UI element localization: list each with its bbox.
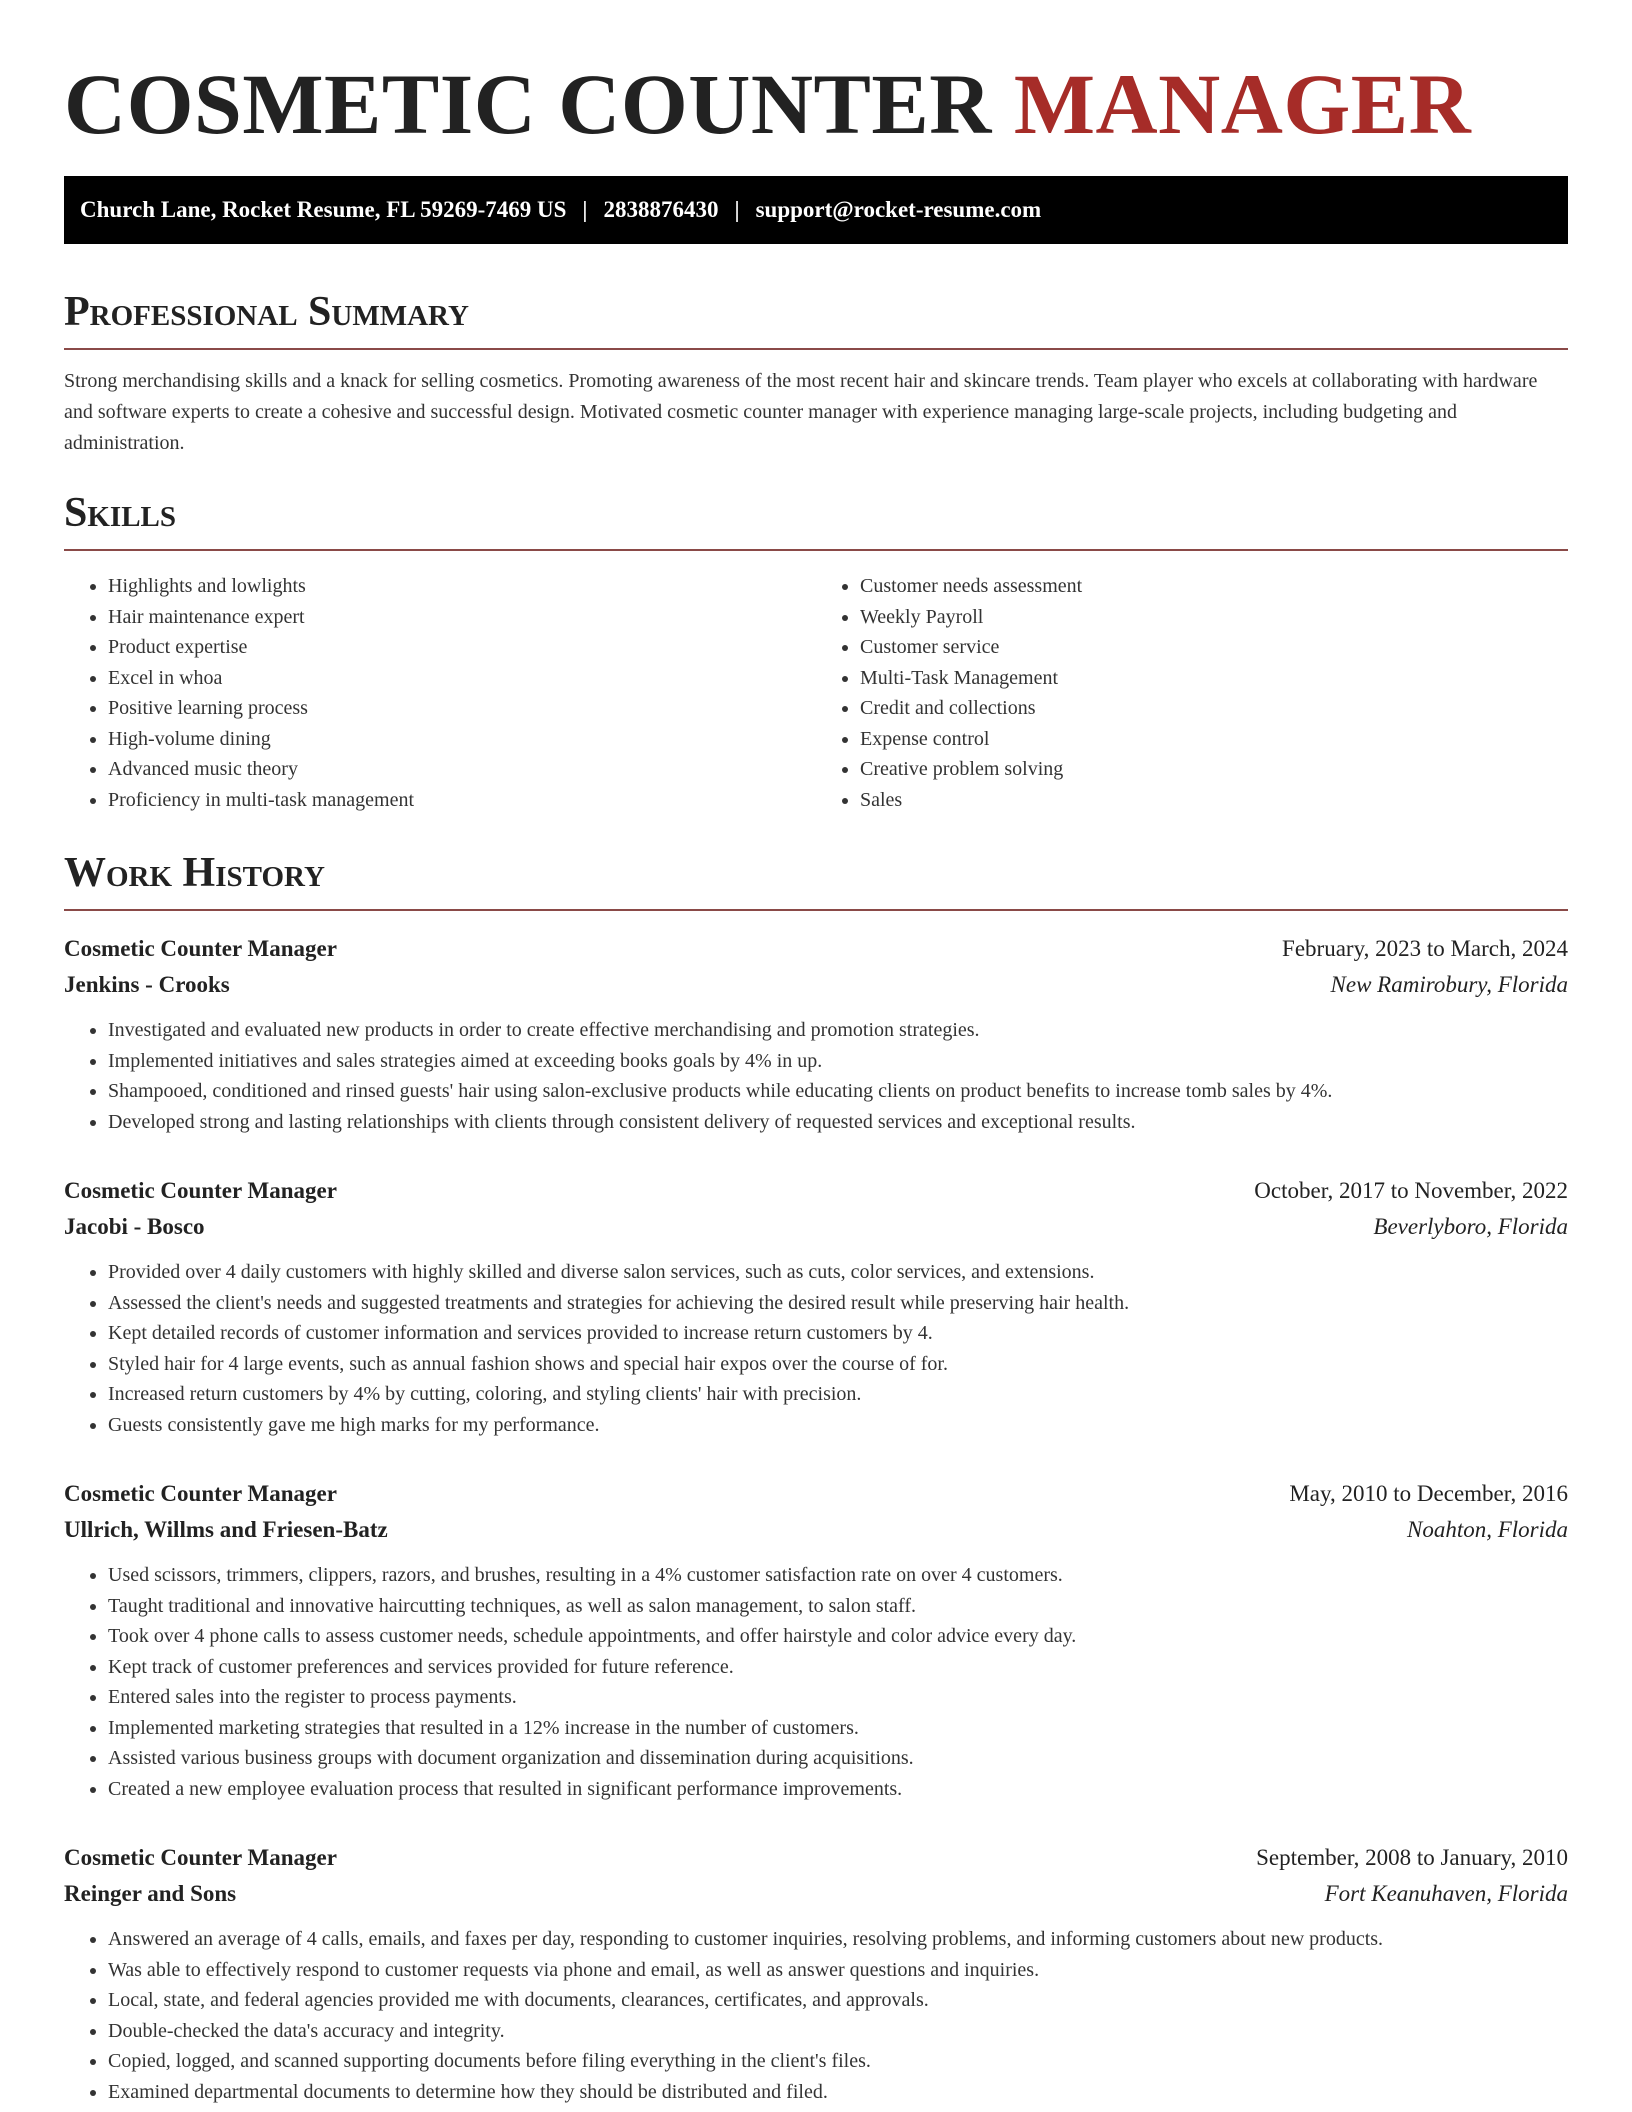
skills-list-left xyxy=(64,571,816,815)
job-dates: May, 2010 to December, 2016 xyxy=(1289,1481,1568,1506)
job-bullets xyxy=(64,1924,1568,2107)
list-item: • Taught traditional and innovative haircutting techniques, as well as salon management, to salon staff. xyxy=(108,1591,1568,1622)
title-main: COSMETIC COUNTER xyxy=(64,56,992,152)
job-list xyxy=(64,931,1568,2107)
list-item: • Implemented initiatives and sales strategies aimed at exceeding books goals by 4% in up. xyxy=(108,1046,1568,1077)
list-item: • Proficiency in multi-task management xyxy=(108,785,816,816)
list-item: • Credit and collections xyxy=(860,693,1568,724)
skills-section xyxy=(64,489,1568,815)
list-item: • Answered an average of 4 calls, emails, and faxes per day, responding to customer inquiries, resolving problems, and informing customers about new products. xyxy=(108,1924,1568,1955)
list-item: • Investigated and evaluated new products in order to create effective merchandising and promotion strategies. xyxy=(108,1015,1568,1046)
list-item: • Kept track of customer preferences and services provided for future reference. xyxy=(108,1652,1568,1683)
contact-bar xyxy=(64,176,1568,244)
summary-section xyxy=(64,288,1568,459)
title-accent: MANAGER xyxy=(1013,56,1472,152)
job-header-row xyxy=(64,1476,1568,1512)
list-item: • Highlights and lowlights xyxy=(108,571,816,602)
list-item: • Styled hair for 4 large events, such as annual fashion shows and special hair expos over the course of for. xyxy=(108,1349,1568,1380)
list-item: • Was able to effectively respond to customer requests via phone and email, as well as answer questions and inquiries. xyxy=(108,1955,1568,1986)
job-title: Cosmetic Counter Manager xyxy=(64,1178,337,1203)
job-bullets xyxy=(64,1560,1568,1804)
list-item: • Assisted various business groups with document organization and dissemination during acquisitions. xyxy=(108,1743,1568,1774)
list-item: • Creative problem solving xyxy=(860,754,1568,785)
job-entry xyxy=(64,1840,1568,2107)
skills-list-right xyxy=(816,571,1568,815)
list-item: • Took over 4 phone calls to assess customer needs, schedule appointments, and offer hairstyle and color advice every day. xyxy=(108,1621,1568,1652)
list-item: • Excel in whoa xyxy=(108,663,816,694)
list-item: • Multi-Task Management xyxy=(860,663,1568,694)
list-item: • Local, state, and federal agencies provided me with documents, clearances, certificates, and approvals. xyxy=(108,1985,1568,2016)
job-header-row xyxy=(64,1173,1568,1209)
job-entry xyxy=(64,931,1568,1137)
job-entry xyxy=(64,1173,1568,1440)
job-title: Cosmetic Counter Manager xyxy=(64,936,337,961)
list-item: • Product expertise xyxy=(108,632,816,663)
list-item: • Guests consistently gave me high marks for my performance. xyxy=(108,1410,1568,1441)
list-item: • Weekly Payroll xyxy=(860,602,1568,633)
list-item: • Implemented marketing strategies that resulted in a 12% increase in the number of customers. xyxy=(108,1713,1568,1744)
job-company-row xyxy=(64,1876,1568,1912)
section-divider xyxy=(64,909,1568,911)
job-company: Jacobi - Bosco xyxy=(64,1214,205,1239)
skills-heading: Skills xyxy=(64,490,177,536)
job-dates: February, 2023 to March, 2024 xyxy=(1282,936,1568,961)
summary-heading: Professional Summary xyxy=(64,289,469,335)
job-header-row xyxy=(64,1840,1568,1876)
resume-title xyxy=(64,54,1568,154)
job-company: Ullrich, Willms and Friesen-Batz xyxy=(64,1517,388,1542)
job-dates: October, 2017 to November, 2022 xyxy=(1254,1178,1568,1203)
list-item: • Kept detailed records of customer information and services provided to increase return customers by 4. xyxy=(108,1318,1568,1349)
job-company-row xyxy=(64,1209,1568,1245)
list-item: • Customer service xyxy=(860,632,1568,663)
section-divider xyxy=(64,348,1568,350)
summary-text: Strong merchandising skills and a knack for selling cosmetics. Promoting awareness of the most recent hair and skincare trends. Team player who excels at collaborating with hardware and software experts to create a cohesive and successful design. Motivated cosmetic counter manager with experience managing large-scale projects, including budgeting and administration. xyxy=(64,370,1538,454)
list-item: • Used scissors, trimmers, clippers, razors, and brushes, resulting in a 4% customer satisfaction rate on over 4 customers. xyxy=(108,1560,1568,1591)
job-location: Beverlyboro, Florida xyxy=(1373,1214,1568,1239)
job-location: Fort Keanuhaven, Florida xyxy=(1324,1881,1568,1906)
list-item: • Positive learning process xyxy=(108,693,816,724)
list-item: • Double-checked the data's accuracy and integrity. xyxy=(108,2016,1568,2047)
job-company-row xyxy=(64,1512,1568,1548)
job-location: Noahton, Florida xyxy=(1406,1517,1568,1542)
list-item: • Customer needs assessment xyxy=(860,571,1568,602)
list-item: • Hair maintenance expert xyxy=(108,602,816,633)
list-item: • Expense control xyxy=(860,724,1568,755)
list-item: • Developed strong and lasting relationships with clients through consistent delivery of requested services and exceptional results. xyxy=(108,1107,1568,1138)
job-header-row xyxy=(64,931,1568,967)
job-location: New Ramirobury, Florida xyxy=(1330,972,1568,997)
list-item: • Advanced music theory xyxy=(108,754,816,785)
job-title: Cosmetic Counter Manager xyxy=(64,1481,337,1506)
list-item: • Shampooed, conditioned and rinsed guests' hair using salon-exclusive products while educating clients on product benefits to increase tomb sales by 4%. xyxy=(108,1076,1568,1107)
job-entry xyxy=(64,1476,1568,1804)
list-item: • Sales xyxy=(860,785,1568,816)
work-heading: Work History xyxy=(64,850,325,896)
list-item: • High-volume dining xyxy=(108,724,816,755)
job-company: Reinger and Sons xyxy=(64,1881,237,1906)
contact-address: Church Lane, Rocket Resume, FL 59269-7469 US xyxy=(80,197,567,222)
list-item: • Assessed the client's needs and suggested treatments and strategies for achieving the desired result while preserving hair health. xyxy=(108,1288,1568,1319)
section-divider xyxy=(64,549,1568,551)
contact-phone[interactable]: 2838876430 xyxy=(603,197,719,222)
contact-email[interactable]: support@rocket-resume.com xyxy=(755,197,1042,222)
job-company: Jenkins - Crooks xyxy=(64,972,230,997)
job-dates: September, 2008 to January, 2010 xyxy=(1256,1845,1568,1870)
list-item: • Examined departmental documents to determine how they should be distributed and filed. xyxy=(108,2077,1568,2108)
contact-separator: | xyxy=(734,197,740,222)
contact-separator: | xyxy=(582,197,588,222)
job-title: Cosmetic Counter Manager xyxy=(64,1845,337,1870)
list-item: • Copied, logged, and scanned supporting documents before filing everything in the client's files. xyxy=(108,2046,1568,2077)
list-item: • Provided over 4 daily customers with highly skilled and diverse salon services, such as cuts, color services, and extensions. xyxy=(108,1257,1568,1288)
job-bullets xyxy=(64,1015,1568,1137)
skills-columns xyxy=(64,571,1568,815)
job-company-row xyxy=(64,967,1568,1003)
list-item: • Entered sales into the register to process payments. xyxy=(108,1682,1568,1713)
list-item: • Increased return customers by 4% by cutting, coloring, and styling clients' hair with precision. xyxy=(108,1379,1568,1410)
job-bullets xyxy=(64,1257,1568,1440)
work-section xyxy=(64,849,1568,2107)
list-item: • Created a new employee evaluation process that resulted in significant performance improvements. xyxy=(108,1774,1568,1805)
